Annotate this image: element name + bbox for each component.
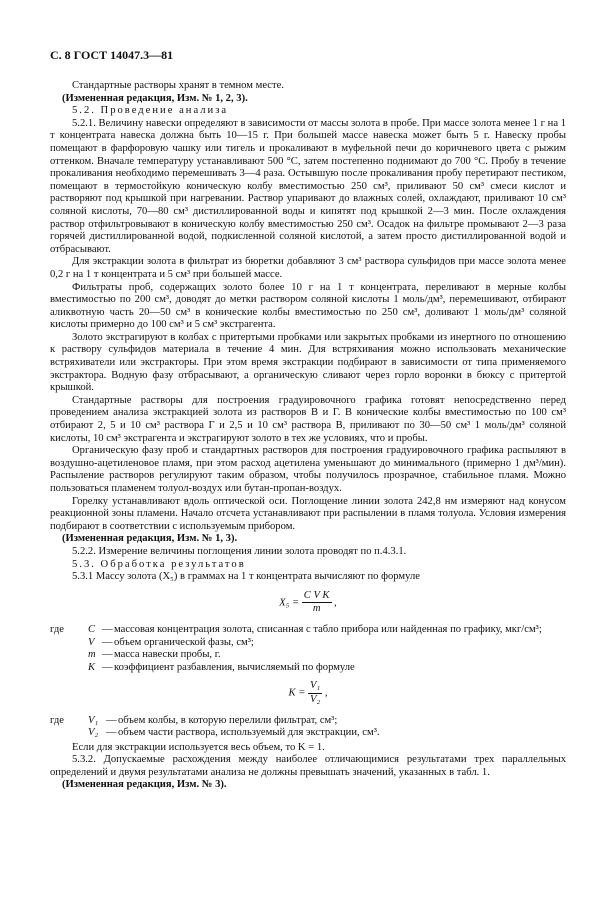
- section-heading-5-2: 5.2. Проведение анализа: [72, 105, 229, 117]
- document-body: [50, 80, 566, 792]
- where-label: где: [50, 714, 64, 726]
- formula-lhs: K =: [288, 687, 306, 699]
- definition-spacer: [50, 637, 88, 650]
- formula-numerator: C V K: [302, 590, 332, 604]
- definition-symbol: C: [88, 623, 96, 635]
- definition-row: [50, 637, 566, 650]
- paragraph-extraction: Для экстракции золота в фильтрат из бюретки добавляют 3 см³ раствора сульфидов при массе золота менее 0,2 г на 1 т концентрата и 5 см³ при большей массе.: [50, 256, 566, 280]
- paragraph-organic-phase: Органическую фазу проб и стандартных растворов для построения градуировочного графика распыляют в воздушно-ацетиленовое пламя, при этом расход ацетилена уменьшают до минимального (примерно 1 дм³/мин). Распыление растворов регулируют таким образом, чтобы получилось прозрачное, стабильное пламя. Можно пользоваться пламенем толуол-воздух или бутан-пропан-воздух.: [50, 445, 566, 494]
- paragraph-5-2-2: 5.2.2. Измерение величины поглощения линии золота проводят по п.4.3.1.: [72, 545, 407, 557]
- definition-text: масса навески пробы, г.: [114, 649, 221, 661]
- definition-row: [50, 715, 566, 728]
- formula-denominator: m: [312, 603, 321, 615]
- variable-definitions: [50, 624, 566, 674]
- formula-dilution: [50, 680, 566, 706]
- definition-row: [50, 624, 566, 637]
- definition-dash: —: [106, 714, 117, 726]
- volume-definitions: [50, 715, 566, 740]
- definition-spacer: [50, 649, 88, 662]
- paragraph-gold-extraction: Золото экстрагируют в колбах с притертыми пробками или закрытых пробками из инертного по отношению к раствору сульфидов материала в течение 4 мин. Для встряхивания можно использовать механические встряхиватели или экстракторы. При этом время экстракции подбирают в зависимости от типа применяемого экстрактора. Водную фазу отбрасывают, а органическую сливают через горло воронки в бюксу с притертой крышкой.: [50, 331, 566, 394]
- definition-dash: —: [106, 727, 117, 739]
- definition-symbol: m: [88, 649, 96, 661]
- formula-fraction: [308, 680, 322, 706]
- definition-text: коэффициент разбавления, вычисляемый по формуле: [114, 661, 355, 673]
- definition-dash: —: [102, 661, 113, 673]
- revision-note: (Измененная редакция, Изм. № 3).: [62, 779, 227, 791]
- paragraph-5-3-1: 5.3.1 Массу золота (X₅) в граммах на 1 т концентрата вычисляют по формуле: [72, 571, 420, 583]
- formula-gold-mass: [50, 590, 566, 616]
- definition-symbol: K: [88, 661, 96, 673]
- definition-text: объем органической фазы, см³;: [114, 636, 254, 648]
- section-heading-5-3: 5.3. Обработка результатов: [72, 558, 246, 570]
- definition-symbol: V₁: [88, 714, 99, 726]
- definition-row: [50, 649, 566, 662]
- paragraph-standard-solutions: Стандартные растворы для построения градуировочного графика готовят непосредственно перед проведением анализа экстракцией золота из растворов В и Г. В конические колбы вместимостью по 100 см³ отбирают 2, 5 и 10 см³ раствора Г и 2,5 и 10 см³ раствора В, приливают по 30—50 см³ 1 моль/дм³ соляной кислоты, 10 см³ экстрагента и экстрагируют золото в тех же условиях, что и пробы.: [50, 394, 566, 444]
- definition-dash: —: [102, 623, 113, 635]
- paragraph-5-2-1: 5.2.1. Величину навески определяют в зависимости от массы золота в пробе. При массе золота менее 1 г на 1 т концентрата навеска должна быть 10—15 г. При большей массе навеска может быть 5 г. Навеску пробы помещают в фарфоровую чашку или тигель и прокаливают в муфельной печи до коричневого цвета с рыжим оттенком. Вначале температуру устанавливают 500 °С, затем постепенно поднимают до 700 °С. Пробу в течение прокаливания необходимо перемешивать 3—4 раза. Остывшую после прокаливания пробу перетирают пестиком, помещают в термостойкую коническую колбу вместимостью 250 см³, приливают 50 см³ смеси кислот и растворяют под крышкой при нагревании. Раствор упаривают до влажных солей, охлаждают, приливают 10 см³ соляной кислоты, 70—80 см³ дистиллированной воды и кипятят под крышкой 2—3 мин. После охлаждения раствор отфильтровывают в коническую колбу вместимостью 250 см³. Осадок на фильтре промывают 2—3 раза горячей дистиллированной водой, подкисленной соляной кислотой, а затем просто дистиллированной водой и отбрасывают.: [50, 117, 566, 255]
- definition-row: [50, 662, 566, 675]
- definition-symbol: V: [88, 636, 95, 648]
- definition-text: объем части раствора, используемый для экстракции, см³.: [118, 727, 380, 739]
- formula-fraction: [302, 590, 332, 616]
- definition-row: [50, 727, 566, 740]
- definition-dash: —: [102, 636, 113, 648]
- page-header: С. 8 ГОСТ 14047.3—81: [50, 48, 174, 62]
- revision-note: (Измененная редакция, Изм. № 1, 2, 3).: [62, 92, 248, 104]
- paragraph-filtrates: Фильтраты проб, содержащих золото более 10 г на 1 т концентрата, переливают в мерные колбы вместимостью по 200 см³, доводят до метки раствором соляной кислоты 1 моль/дм³, перемешивают, отбирают аликвотную часть 20—50 см³ в конические колбы вместимостью по 250 см³, доливают 1 моль/дм³ соляной кислоты примерно до 100 см³ и 5 см³ экстрагента.: [50, 281, 566, 331]
- paragraph-if-whole-volume: Если для экстракции используется весь объем, то K = 1.: [72, 741, 325, 753]
- definition-symbol: V₂: [88, 727, 99, 739]
- paragraph-5-3-2: 5.3.2. Допускаемые расхождения между наиболее отличающимися результатами трех параллельных определений и двумя результатами анализа не должны превышать значений, указанных в табл. 1.: [50, 754, 566, 778]
- formula-numerator: V₁: [308, 680, 322, 694]
- revision-note: (Измененная редакция, Изм. № 1, 3).: [62, 533, 238, 545]
- where-label: где: [50, 623, 64, 635]
- definition-text: массовая концентрация золота, списанная с табло прибора или найденная по графику, мкг/см³;: [114, 623, 542, 635]
- definition-dash: —: [102, 649, 113, 661]
- formula-tail: ,: [334, 597, 337, 609]
- paragraph-standards-storage: Стандартные растворы хранят в темном месте.: [72, 80, 284, 91]
- formula-tail: ,: [324, 687, 328, 699]
- definition-text: объем колбы, в которую перелили фильтрат, см³;: [118, 714, 338, 726]
- formula-lhs: X₅ =: [279, 597, 300, 609]
- paragraph-burner: Горелку устанавливают вдоль оптической оси. Поглощение линии золота 242,8 нм измеряют над конусом реакционной зоны пламени. Начало отсчета устанавливают при распылении в пламя толуола. Условия измерения подбирают в соответствии с используемым прибором.: [50, 495, 566, 532]
- formula-denominator: V₂: [310, 693, 321, 705]
- definition-spacer: [50, 662, 88, 675]
- definition-spacer: [50, 727, 88, 740]
